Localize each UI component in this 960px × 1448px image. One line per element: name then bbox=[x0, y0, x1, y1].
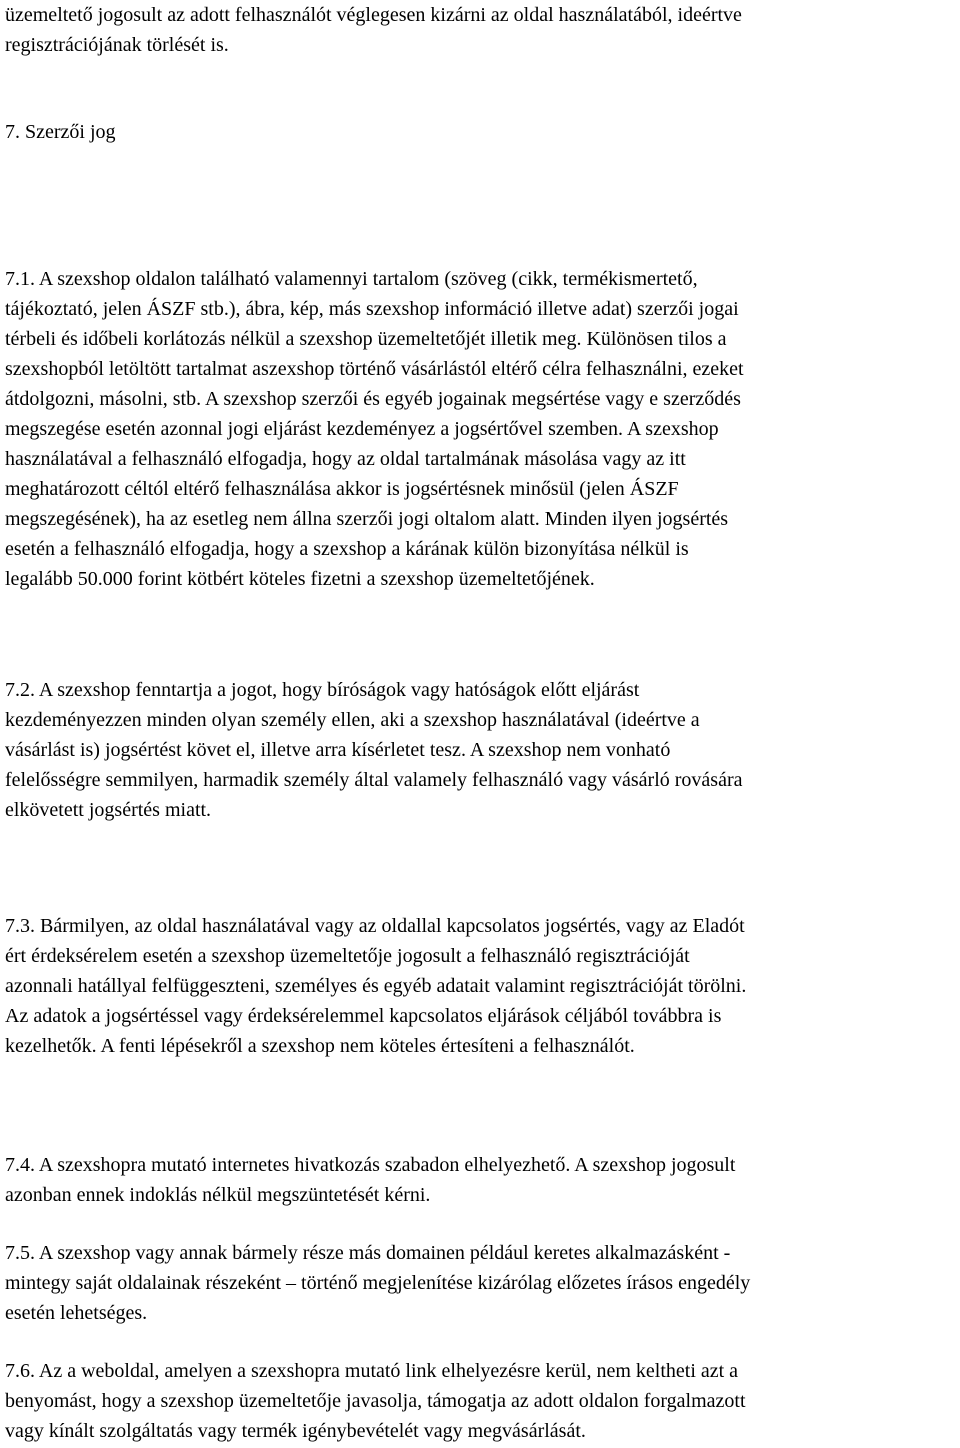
text-line: kezelhetők. A fenti lépésekről a szexshop nem köteles értesíteni a felhasználót. bbox=[5, 1035, 635, 1057]
text-line: felelősségre semmilyen, harmadik személy által valamely felhasználó vagy vásárló rovására bbox=[5, 769, 743, 791]
text-line: esetén lehetséges. bbox=[5, 1302, 148, 1324]
text-line: térbeli és időbeli korlátozás nélkül a szexshop üzemeltetőjét illetik meg. Különösen tilos a bbox=[5, 328, 727, 350]
section-heading bbox=[5, 117, 957, 147]
text-line: ért érdeksérelem esetén a szexshop üzemeltetője jogosult a felhasználó regisztrációját bbox=[5, 945, 690, 967]
text-line: üzemeltető jogosult az adott felhasználót véglegesen kizárni az oldal használatából, ideértve bbox=[5, 4, 742, 26]
text-line: 7.6. Az a weboldal, amelyen a szexshopra mutató link elhelyezésre kerül, nem keltheti azt a bbox=[5, 1360, 739, 1382]
text-line: meghatározott céltól eltérő felhasználása akkor is jogsértésnek minősül (jelen ÁSZF bbox=[5, 478, 679, 500]
paragraph-7-3 bbox=[5, 911, 957, 1061]
text-line: azonnali hatállyal felfüggeszteni, személyes és egyéb adatait valamint regisztrációját törölni. bbox=[5, 975, 747, 997]
text-line: esetén a felhasználó elfogadja, hogy a szexshop a kárának külön bizonyítása nélkül is bbox=[5, 538, 689, 560]
text-line: tájékoztató, jelen ÁSZF stb.), ábra, kép, más szexshop információ illetve adat) szerzői jogai bbox=[5, 298, 739, 320]
paragraph-7-4 bbox=[5, 1150, 957, 1210]
text-line: Az adatok a jogsértéssel vagy érdeksérelemmel kapcsolatos eljárások céljából továbbra is bbox=[5, 1005, 722, 1027]
paragraph-7-2 bbox=[5, 675, 957, 825]
text-line: 7.3. Bármilyen, az oldal használatával vagy az oldallal kapcsolatos jogsértés, vagy az Eladót bbox=[5, 915, 745, 937]
text-line: mintegy saját oldalainak részeként – történő megjelenítése kizárólag előzetes írásos engedély bbox=[5, 1272, 751, 1294]
section-title: 7. Szerzői jog bbox=[5, 121, 116, 143]
text-line: 7.5. A szexshop vagy annak bármely része más domainen például keretes alkalmazásként - bbox=[5, 1242, 731, 1264]
text-line: elkövetett jogsértés miatt. bbox=[5, 799, 212, 821]
text-line: 7.2. A szexshop fenntartja a jogot, hogy bíróságok vagy hatóságok előtt eljárást bbox=[5, 679, 640, 701]
text-line: benyomást, hogy a szexshop üzemeltetője javasolja, támogatja az adott oldalon forgalmazott bbox=[5, 1390, 746, 1412]
text-line: megszegése esetén azonnal jogi eljárást kezdeményez a jogsértővel szemben. A szexshop bbox=[5, 418, 719, 440]
text-line: megszegésének), ha az esetleg nem állna szerzői jogi oltalom alatt. Minden ilyen jogsértés bbox=[5, 508, 729, 530]
text-line: azonban ennek indoklás nélkül megszüntetését kérni. bbox=[5, 1184, 431, 1206]
paragraph-7-5 bbox=[5, 1238, 957, 1328]
text-line: legalább 50.000 forint kötbért köteles fizetni a szexshop üzemeltetőjének. bbox=[5, 568, 595, 590]
text-line: szexshopból letöltött tartalmat aszexshop történő vásárlástól eltérő célra felhasználni, ezeket bbox=[5, 358, 744, 380]
text-line: 7.1. A szexshop oldalon található valamennyi tartalom (szöveg (cikk, termékismertető, bbox=[5, 268, 698, 290]
text-line: átdolgozni, másolni, stb. A szexshop szerzői és egyéb jogainak megsértése vagy e szerződés bbox=[5, 388, 741, 410]
text-line: 7.4. A szexshopra mutató internetes hivatkozás szabadon elhelyezhető. A szexshop jogosult bbox=[5, 1154, 736, 1176]
text-line: regisztrációjának törlését is. bbox=[5, 34, 229, 56]
text-line: kezdeményezzen minden olyan személy ellen, aki a szexshop használatával (ideértve a bbox=[5, 709, 700, 731]
text-line: vagy kínált szolgáltatás vagy termék igénybevételét vagy megvásárlását. bbox=[5, 1420, 586, 1442]
paragraph-7-6 bbox=[5, 1356, 957, 1446]
intro-paragraph bbox=[5, 0, 957, 60]
paragraph-7-1 bbox=[5, 264, 957, 594]
text-line: használatával a felhasználó elfogadja, hogy az oldal tartalmának másolása vagy az itt bbox=[5, 448, 686, 470]
text-line: vásárlást is) jogsértést követ el, illetve arra kísérletet tesz. A szexshop nem vonható bbox=[5, 739, 671, 761]
